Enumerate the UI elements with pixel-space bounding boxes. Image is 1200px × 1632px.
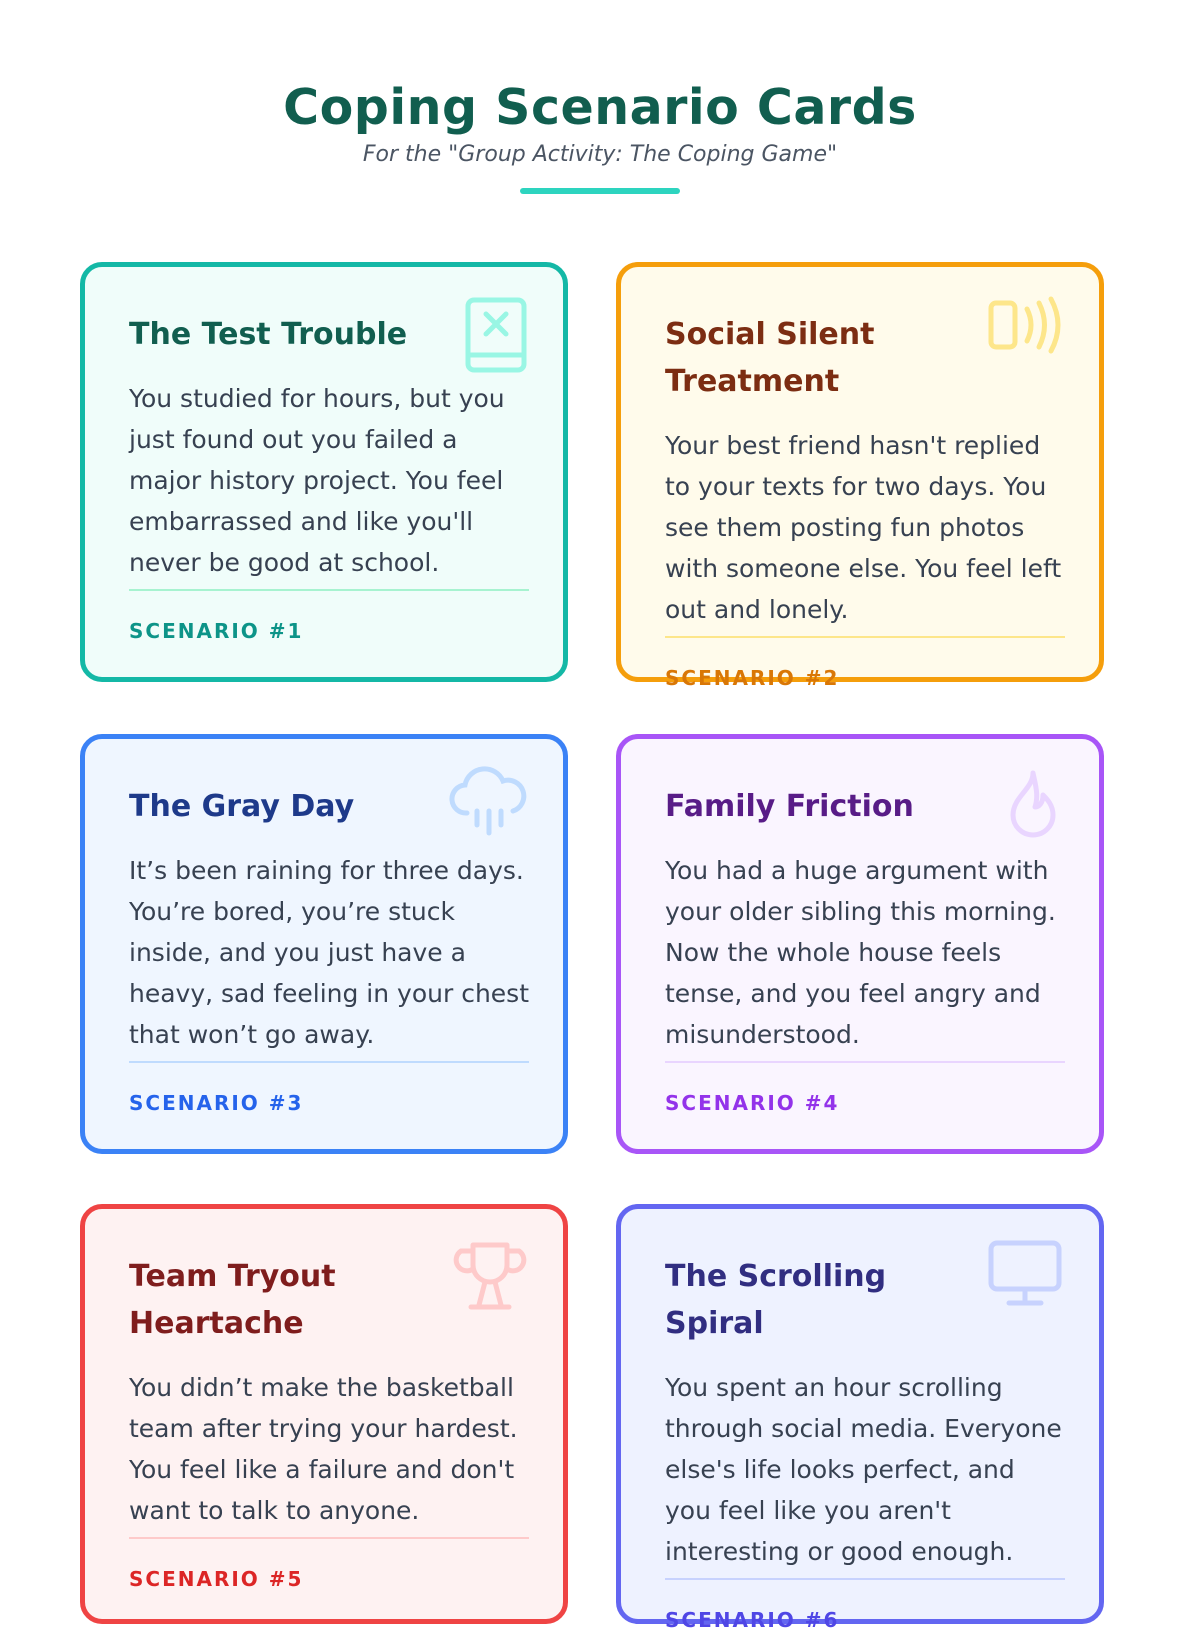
- card-description: It’s been raining for three days. You’re bored, you’re stuck inside, and you just have a heavy, sad feeling in your chest that won’t go away.: [129, 856, 529, 1049]
- rain-cloud-icon: [451, 769, 527, 839]
- card-content: [665, 1253, 1065, 1632]
- card-divider: [665, 1061, 1065, 1063]
- title-underline: [520, 188, 680, 194]
- card-description: You didn’t make the basketball team after trying your hardest. You feel like a failure and don't want to talk to anyone.: [129, 1373, 518, 1525]
- card-content: [665, 311, 1065, 690]
- phone-vibrate-icon: [987, 297, 1063, 359]
- card-divider: [129, 589, 529, 591]
- failed-book-icon: [465, 297, 527, 373]
- card-divider: [129, 1061, 529, 1063]
- trophy-icon: [453, 1239, 527, 1313]
- scenario-label: SCENARIO #5: [129, 1567, 304, 1591]
- scenario-label: SCENARIO #1: [129, 619, 304, 643]
- card-title: Team Tryout Heartache: [129, 1259, 336, 1341]
- scenario-card-6: [616, 1204, 1104, 1632]
- card-description: You spent an hour scrolling through social media. Everyone else's life looks perfect, and you feel like you aren't interesting or good enough.: [665, 1373, 1062, 1566]
- scenario-card-2: [616, 262, 1104, 690]
- monitor-icon: [987, 1239, 1063, 1309]
- card-divider: [665, 1578, 1065, 1580]
- flame-icon: [1003, 769, 1063, 841]
- scenario-label: SCENARIO #3: [129, 1091, 304, 1115]
- card-title: The Scrolling Spiral: [665, 1259, 887, 1341]
- card-divider: [665, 636, 1065, 638]
- card-title: Social Silent Treatment: [665, 317, 875, 399]
- page-subtitle: For the "Group Activity: The Coping Game": [362, 142, 838, 167]
- scenario-label: SCENARIO #4: [665, 1091, 840, 1115]
- card-title: Family Friction: [665, 789, 914, 824]
- page-title: Coping Scenario Cards: [283, 79, 917, 136]
- scenario-card-3: [80, 734, 568, 1154]
- card-title: The Gray Day: [129, 789, 355, 824]
- page-header: [0, 78, 1200, 194]
- card-divider: [129, 1537, 529, 1539]
- scenario-label: SCENARIO #6: [665, 1608, 840, 1632]
- scenario-card-5: [80, 1204, 568, 1624]
- card-title: The Test Trouble: [129, 317, 408, 352]
- card-description: Your best friend hasn't replied to your texts for two days. You see them posting fun photos with someone else. You feel left out and lonely.: [665, 431, 1062, 624]
- card-description: You had a huge argument with your older sibling this morning. Now the whole house feels tense, and you feel angry and misunderstood.: [665, 856, 1056, 1049]
- scenario-card-1: [80, 262, 568, 682]
- scenario-card-4: [616, 734, 1104, 1154]
- scenario-label: SCENARIO #2: [665, 666, 840, 690]
- card-description: You studied for hours, but you just found out you failed a major history project. You feel embarrassed and like you'll never be good at school.: [129, 384, 505, 577]
